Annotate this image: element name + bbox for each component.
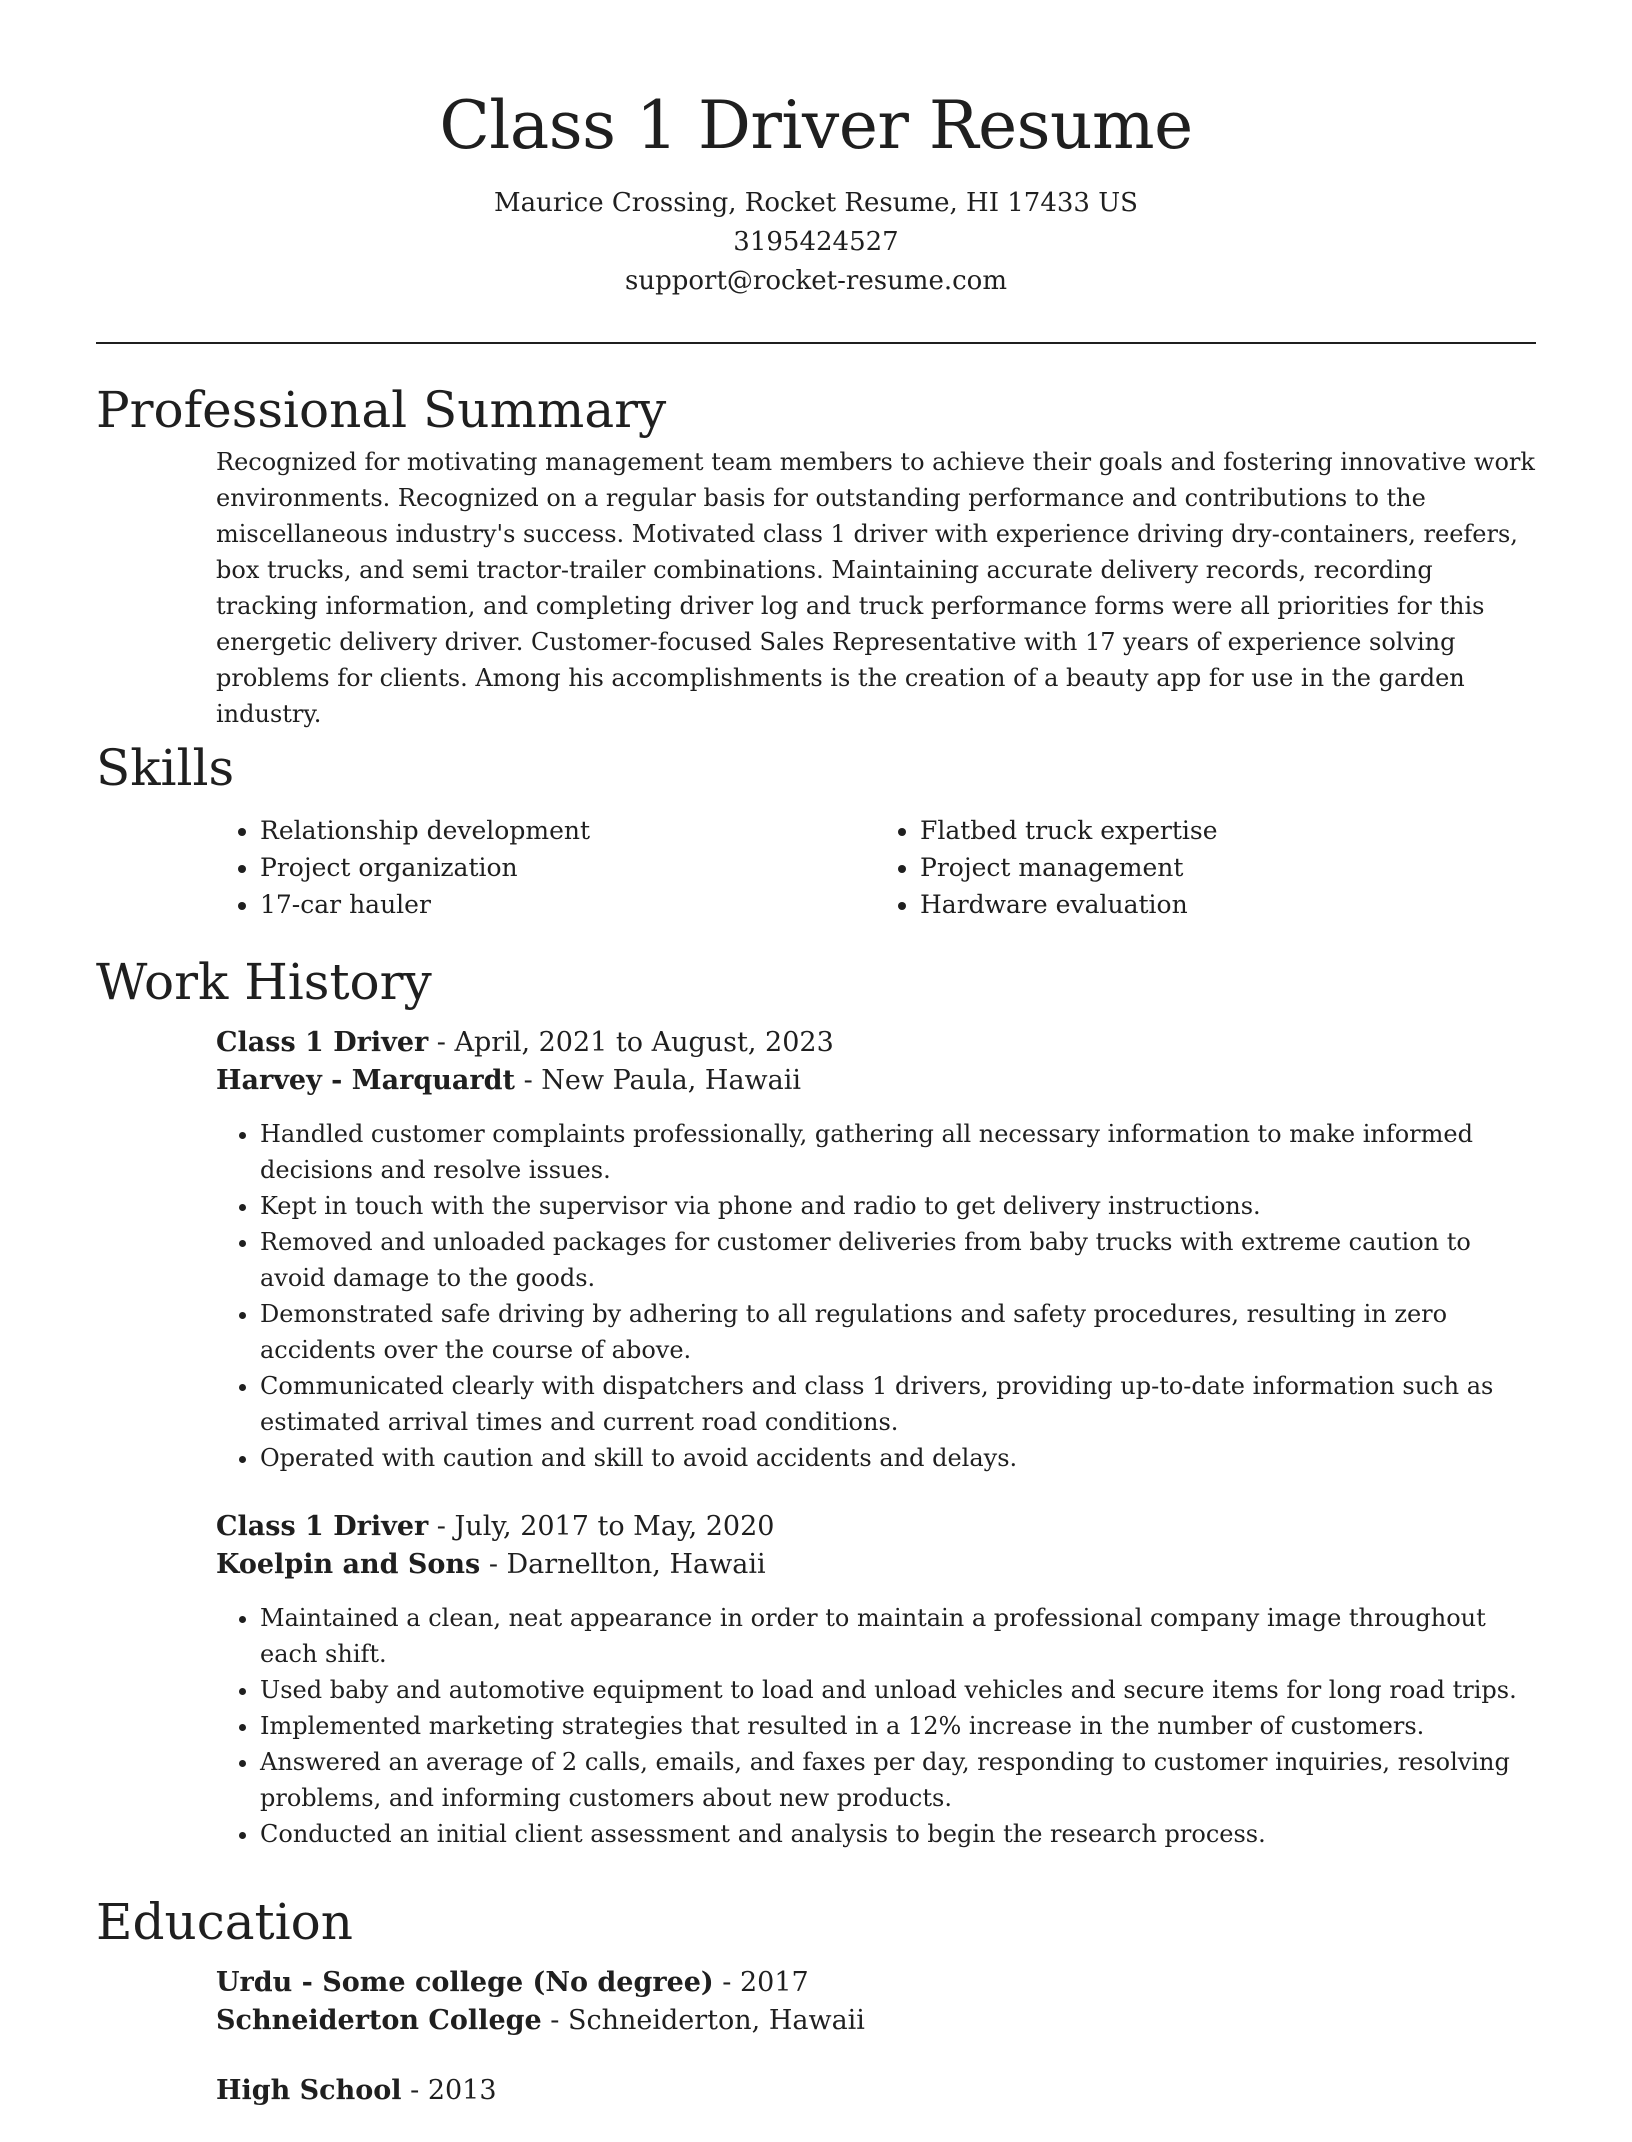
education-degree-line [216,2072,1536,2110]
contact-email: support@rocket-resume.com [624,266,1007,296]
education-school-line [216,2002,1536,2040]
job-bullet: • Communicated clearly with dispatchers and class 1 drivers, providing up-to-date information such as estimated arrival times and current road conditions. [260,1368,1536,1440]
job-bullet: • Operated with caution and skill to avoid accidents and delays. [260,1440,1536,1476]
job-bullet: • Implemented marketing strategies that resulted in a 12% increase in the number of customers. [260,1708,1536,1744]
job-entry [216,1024,1536,1476]
job-bullets [216,1600,1536,1852]
job-bullet: • Conducted an initial client assessment and analysis to begin the research process. [260,1816,1536,1852]
job-entry [216,1508,1536,1852]
job-bullet: • Demonstrated safe driving by adhering to all regulations and safety procedures, resulting in zero accidents over the course of above. [260,1296,1536,1368]
job-company: Koelpin and Sons [216,1549,481,1580]
job-bullet: • Answered an average of 2 calls, emails, and faxes per day, responding to customer inquiries, resolving problems, and informing customers about new products. [260,1744,1536,1816]
job-location: - New Paula, Hawaii [514,1065,802,1096]
work-history-section [96,952,1536,1884]
job-bullet: • Removed and unloaded packages for customer deliveries from baby trucks with extreme caution to avoid damage to the goods. [260,1224,1536,1296]
skill-item: • Project management [920,849,1536,886]
job-bullet: • Used baby and automotive equipment to load and unload vehicles and secure items for long road trips. [260,1672,1536,1708]
job-company-line [216,1546,1536,1584]
job-bullet: • Handled customer complaints professionally, gathering all necessary information to make informed decisions and resolve issues. [260,1116,1536,1188]
contact-info [0,184,1632,301]
job-bullet: • Kept in touch with the supervisor via phone and radio to get delivery instructions. [260,1188,1536,1224]
education-heading: Education [96,1893,353,1951]
skill-item: • Relationship development [260,812,876,849]
job-dates: - July, 2017 to May, 2020 [428,1511,775,1542]
contact-address: Maurice Crossing, Rocket Resume, HI 17433 US [494,188,1138,218]
education-school: Schneiderton College [216,2005,542,2036]
header-divider [96,342,1536,344]
education-degree-line [216,1964,1536,2002]
skills-section [96,738,1536,923]
education-degree: Urdu - Some college (No degree) [216,1967,714,1998]
job-title-line [216,1024,1536,1062]
education-year: - 2017 [713,1967,809,1998]
skills-heading: Skills [96,739,235,797]
resume-header [0,0,1632,301]
summary-section [96,380,1536,732]
job-company-line [216,1062,1536,1100]
education-entry [216,1964,1536,2040]
summary-heading: Professional Summary [96,381,667,439]
education-year: - 2013 [401,2075,497,2106]
skills-list-left [216,812,876,923]
skill-item: • Project organization [260,849,876,886]
work-history-heading: Work History [96,953,432,1011]
education-degree: High School [216,2075,402,2106]
resume-title: Class 1 Driver Resume [439,87,1193,164]
contact-phone: 3195424527 [733,227,899,257]
job-bullet: • Maintained a clean, neat appearance in order to maintain a professional company image throughout each shift. [260,1600,1536,1672]
education-location: - Schneiderton, Hawaii [541,2005,865,2036]
job-dates: - April, 2021 to August, 2023 [428,1027,834,1058]
skills-grid [216,812,1536,923]
job-location: - Darnellton, Hawaii [480,1549,766,1580]
skill-item: • 17-car hauler [260,886,876,923]
skill-item: • Flatbed truck expertise [920,812,1536,849]
job-title-line [216,1508,1536,1546]
skills-list-right [876,812,1536,923]
job-title: Class 1 Driver [216,1511,429,1542]
job-company: Harvey - Marquardt [216,1065,515,1096]
education-section [96,1892,1536,2142]
summary-text: Recognized for motivating management team members to achieve their goals and fostering innovative work environments. Recognized on a regular basis for outstanding performance and contributions to the miscellaneous industry's success. Motivated class 1 driver with experience driving dry-containers, reefers, box trucks, and semi tractor-trailer combinations. Maintaining accurate delivery records, recording tracking information, and completing driver log and truck performance forms were all priorities for this energetic delivery driver. Customer-focused Sales Representative with 17 years of experience solving problems for clients. Among his accomplishments is the creation of a beauty app for use in the garden industry. [216,448,1535,728]
job-bullets [216,1116,1536,1476]
job-title: Class 1 Driver [216,1027,429,1058]
skill-item: • Hardware evaluation [920,886,1536,923]
education-entry [216,2072,1536,2110]
